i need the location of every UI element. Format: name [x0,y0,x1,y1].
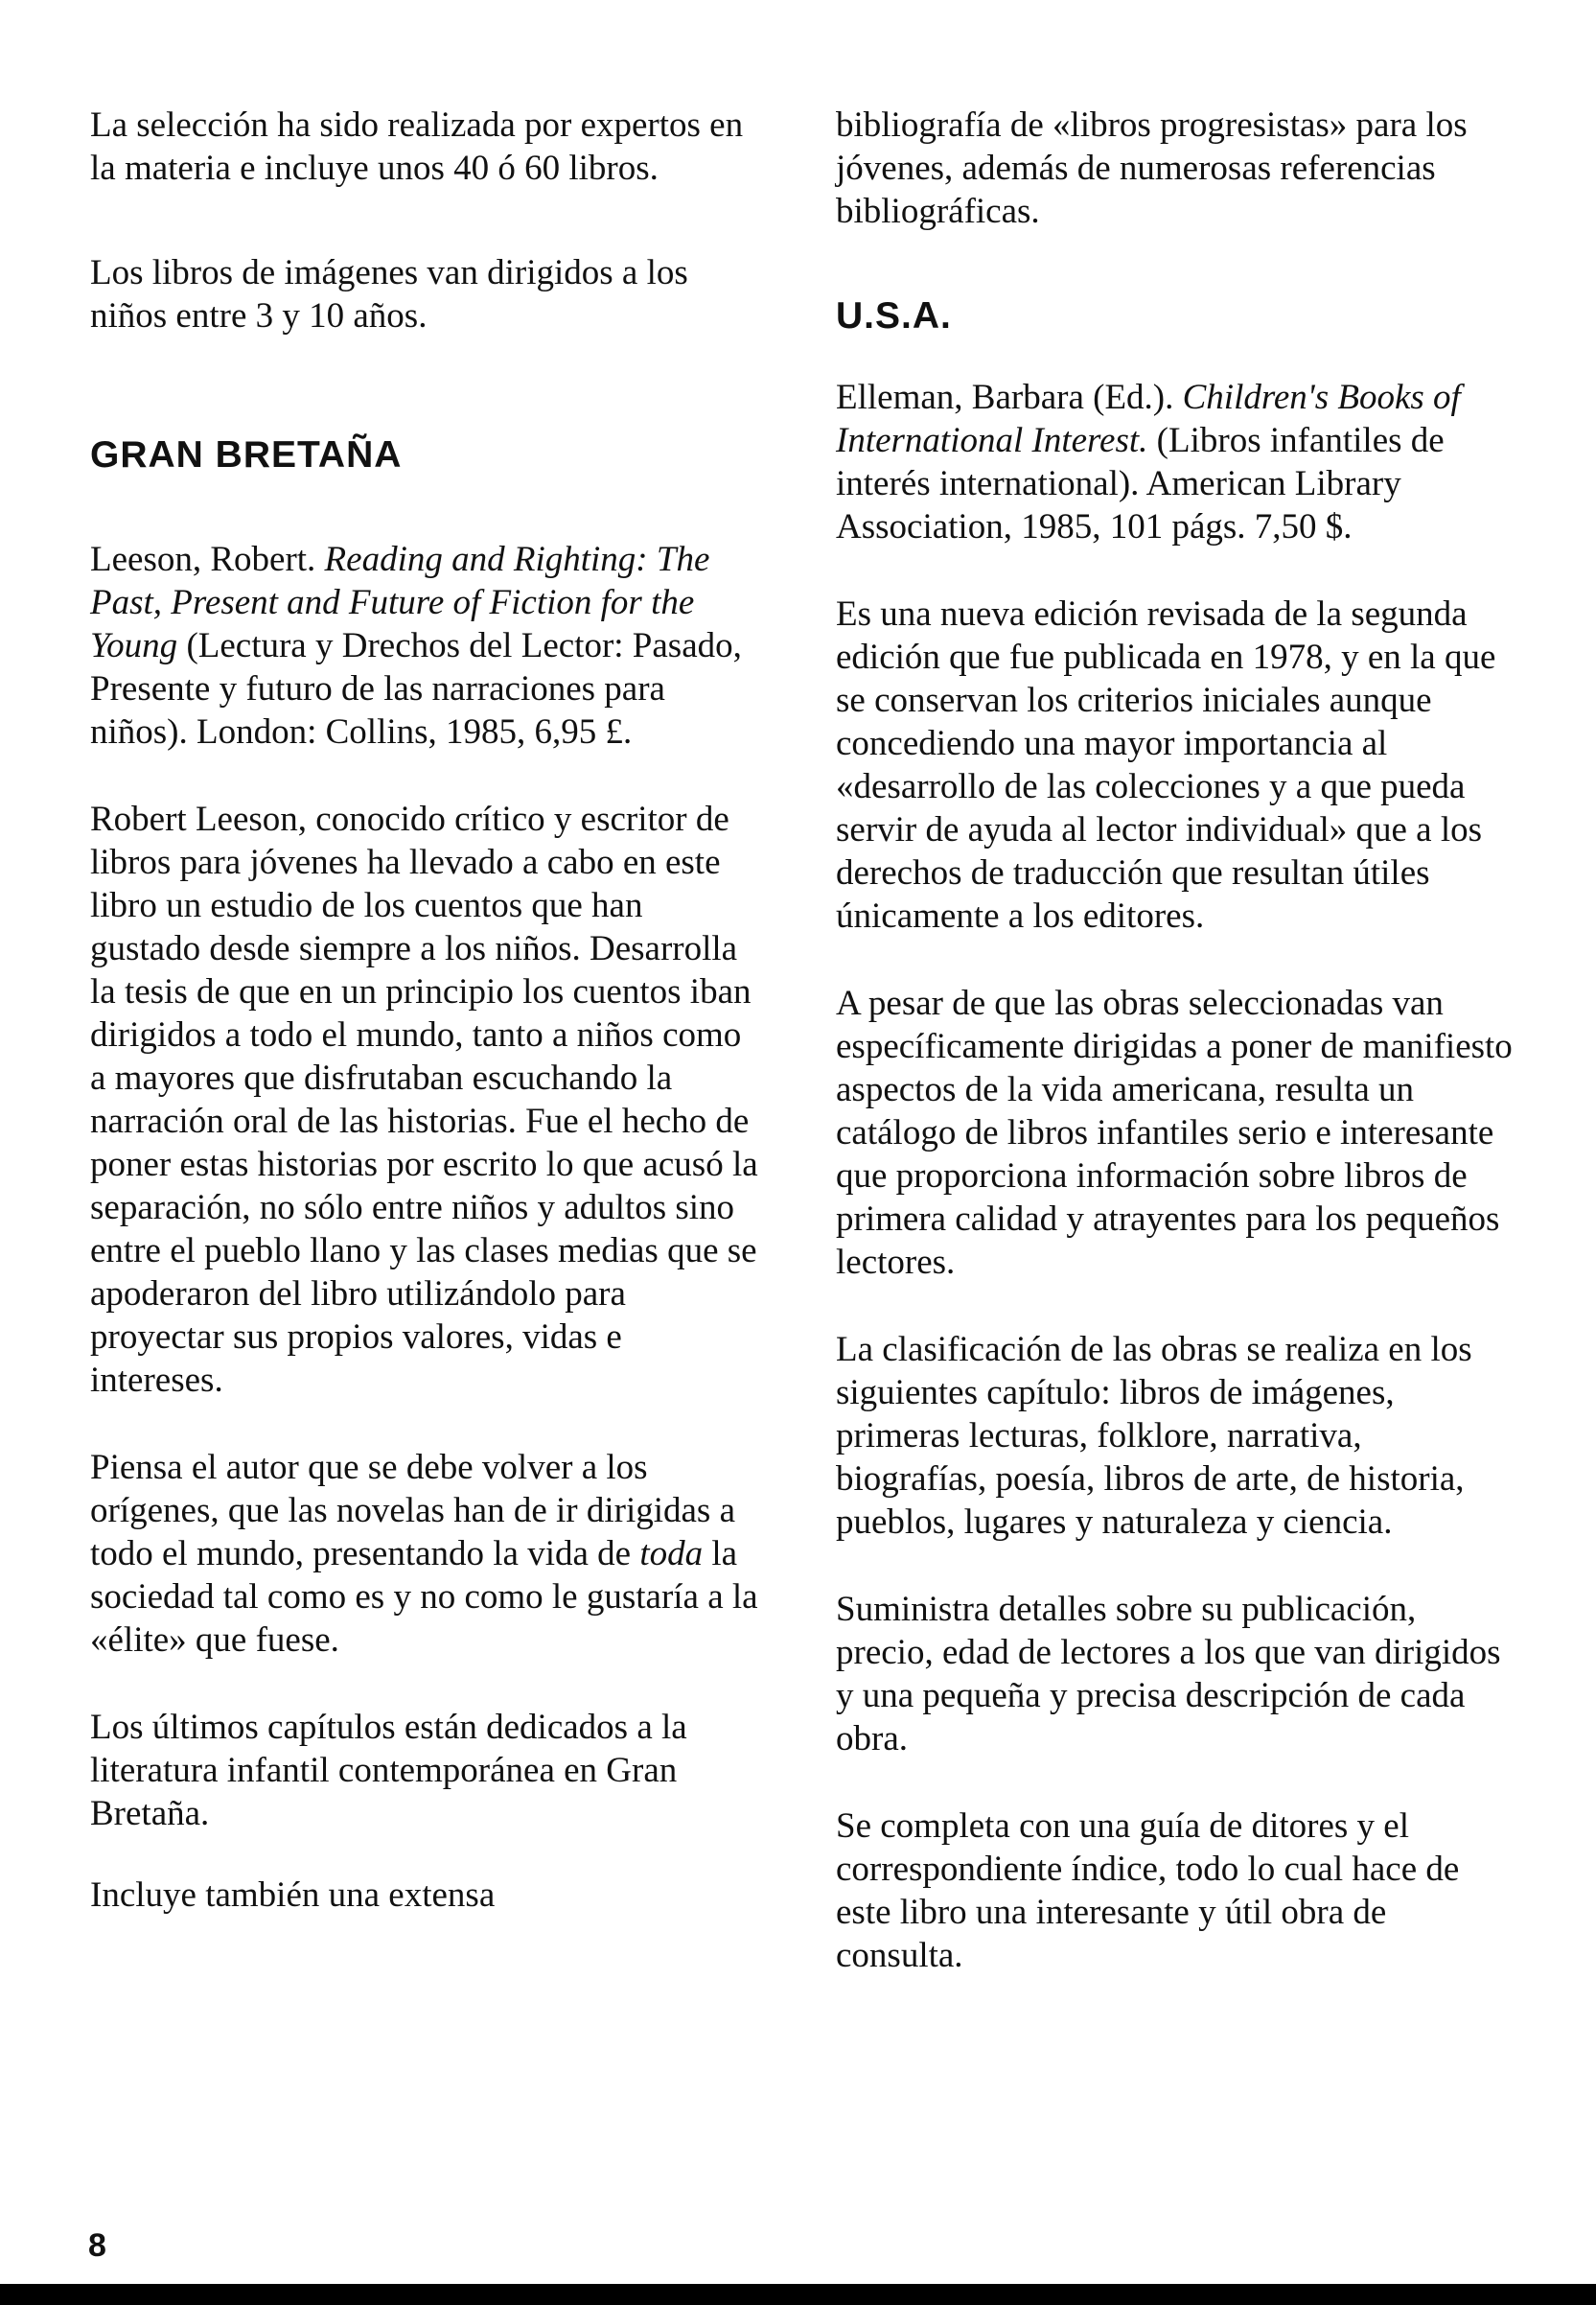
intro-paragraph: La selección ha sido realizada por expertos en la materia e incluye unos 40 ó 60 libros. [90,105,744,188]
leeson-summary-paragraph: Robert Leeson, conocido crítico y escritor de libros para jóvenes ha llevado a cabo en este libro un estudio de los cuentos que han gustado desde siempre a los niños. Desarrolla la tesis de que en un principio los cuentos iban dirigidos a todo el mundo, tanto a niños como a mayores que disfrutaban escuchando la narración oral de las historias. Fue el hecho de poner estas historias por escrito lo que acusó la separación, no sólo entre niños y adultos sino entre el pueblo llano y las clases medias que se apoderaron del libro utilizándolo para proyectar sus propios valores, vidas e intereses. [90,800,758,1400]
book-reference-leeson [90,538,761,754]
picture-books-paragraph: Los libros de imágenes van dirigidos a los niños entre 3 y 10 años. [90,253,688,336]
new-edition-paragraph: Es una nueva edición revisada de la segunda edición que fue publicada en 1978, y en la que se conservan los criterios iniciales aunque concediendo una mayor importancia al «desarrollo de las colecciones y a que pueda servir de ayuda al lector individual» que a los derechos de traducción que resultan útiles únicamente a los editores. [836,594,1496,936]
reference-details: (Lectura y Drechos del Lector: Pasado, Presente y futuro de las narraciones para niños). London: Collins, 1985, 6,95 £. [90,626,742,752]
reference-details: (Libros infantiles de interés international). American Library Association, 1985, 101 págs. 7,50 $. [836,421,1445,547]
details-paragraph: Suministra detalles sobre su publicación, precio, edad de lectores a los que van dirigidos y una pequeña y precisa descripción de cada obra. [836,1590,1501,1758]
selection-paragraph: A pesar de que las obras seleccionadas van específicamente dirigidas a poner de manifiesto aspectos de la vida americana, resulta un catálogo de libros infantiles serio e interesante que proporciona información sobre libros de primera calidad y atrayentes para los pequeños lectores. [836,984,1513,1282]
author-opinion-paragraph: Piensa el autor que se debe volver a los orígenes, que las novelas han de ir dirigidas a todo el mundo, presentando la vida de toda la sociedad tal como es y no como le gustaría a la «élite» que fuese. [90,1448,758,1660]
bottom-border [0,2284,1596,2305]
bibliography-intro-paragraph: Incluye también una extensa [90,1875,496,1915]
bibliography-continuation-paragraph: bibliografía de «libros progresistas» para los jóvenes, además de numerosas referencias bibliográficas. [836,105,1468,231]
section-heading-gran-bretana: GRAN BRETAÑA [90,434,403,476]
section-heading-usa: U.S.A. [836,295,952,337]
book-reference-elleman [836,376,1521,548]
page-number: 8 [88,2227,106,2264]
reference-author: Leeson, Robert. [90,540,325,579]
left-column [90,104,761,1917]
reference-title: Reading and Righting: The Past, Present and Future of Fiction for the Young [90,540,710,665]
emphasis-toda: toda [639,1534,704,1573]
reference-author: Elleman, Barbara (Ed.). [836,378,1183,417]
right-column [836,104,1521,1977]
last-chapters-paragraph: Los últimos capítulos están dedicados a la literatura infantil contemporánea en Gran Bretaña. [90,1708,687,1833]
classification-paragraph: La clasificación de las obras se realiza en los siguientes capítulo: libros de imágenes, primeras lecturas, folklore, narrativa, biografías, poesía, libros de arte, de historia, pueblos, lugares y naturaleza y ciencia. [836,1330,1472,1542]
conclusion-paragraph: Se completa con una guía de ditores y el correspondiente índice, todo lo cual hace de este libro una interesante y útil obra de consulta. [836,1806,1460,1975]
reference-title: Children's Books of International Interest. [836,378,1461,460]
